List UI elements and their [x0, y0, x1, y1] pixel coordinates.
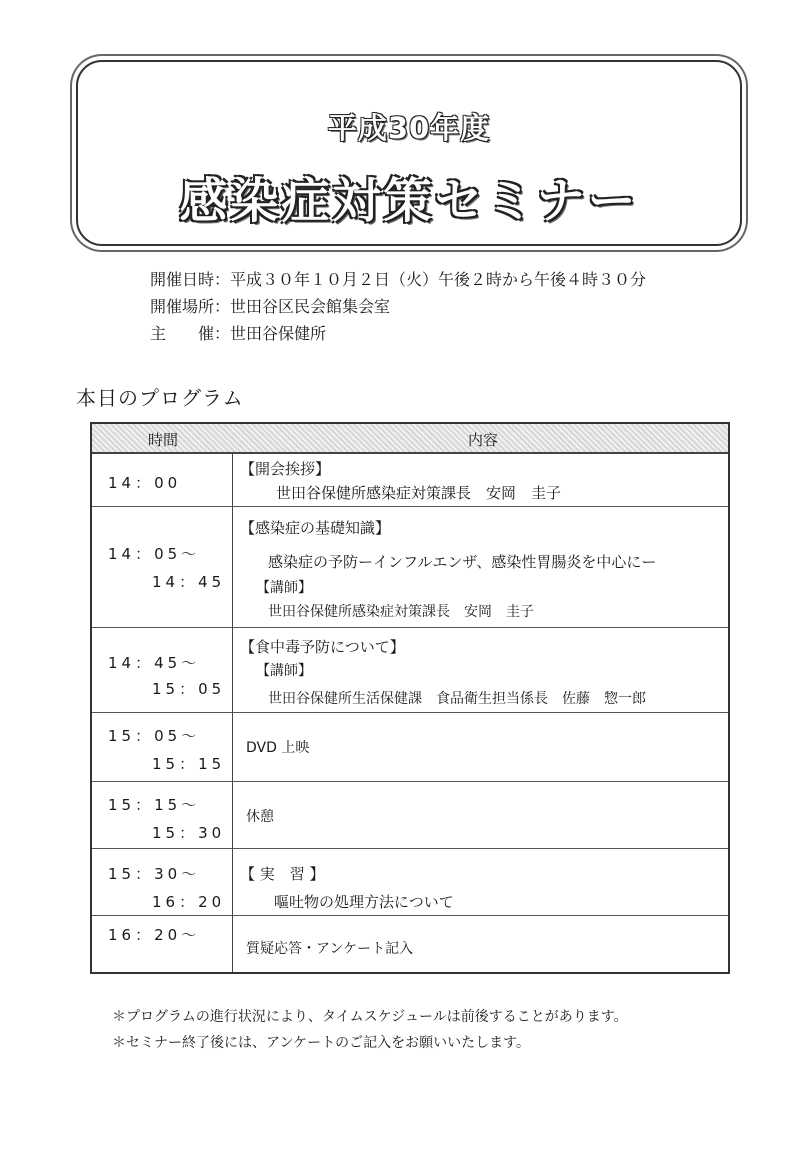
table-row	[92, 454, 728, 507]
info-label-venue: 開催場所：	[150, 297, 231, 316]
program-table	[90, 422, 730, 974]
table-row	[92, 628, 728, 713]
info-row-date	[150, 272, 646, 288]
note-line: ＊プログラムの進行状況により、タイムスケジュールは前後することがあります。	[112, 1009, 628, 1025]
row-time-end: 16：20	[152, 893, 226, 911]
row-content-line: 【食中毒予防について】	[240, 638, 405, 656]
header-content: 内容	[468, 431, 499, 449]
row-time-start: 14：45～	[108, 654, 201, 672]
program-heading: 本日のプログラム	[76, 386, 244, 410]
row-time-start: 15：05～	[108, 727, 201, 745]
title-year: 平成30年度	[327, 111, 491, 145]
title-main: 感染症対策セミナー	[179, 173, 639, 229]
row-content-line: 嘔吐物の処理方法について	[274, 893, 454, 911]
row-content-line: 【 実 習 】	[240, 865, 325, 883]
info-label-host: 主 催：	[150, 324, 231, 343]
info-value-host: 世田谷保健所	[230, 324, 327, 343]
row-time-start: 16：20～	[108, 926, 201, 944]
info-label-date: 開催日時：	[150, 270, 231, 289]
row-content-line: 【感染症の基礎知識】	[240, 519, 391, 537]
row-content-line: 【開会挨拶】	[240, 460, 331, 478]
row-time-end: 15：05	[152, 680, 226, 698]
note-line: ＊セミナー終了後には、アンケートのご記入をお願いいたします。	[112, 1035, 531, 1051]
row-content-line: 世田谷保健所感染症対策課長 安岡 圭子	[268, 604, 534, 620]
info-value-date: 平成３０年１０月２日（火）午後２時から午後４時３０分	[230, 270, 647, 289]
row-time-start: 14：00	[108, 474, 182, 492]
row-content-line: 【講師】	[256, 580, 312, 596]
info-row-host	[150, 326, 326, 342]
row-content-line: 世田谷保健所生活保健課 食品衛生担当係長 佐藤 惣一郎	[268, 691, 646, 707]
title-box	[76, 60, 742, 246]
table-row	[92, 713, 728, 782]
row-time-end: 14：45	[152, 573, 226, 591]
header-time: 時間	[148, 431, 179, 449]
table-row	[92, 849, 728, 916]
row-content-line: 世田谷保健所感染症対策課長 安岡 圭子	[276, 484, 562, 502]
row-content-line: 質疑応答・アンケート記入	[246, 941, 414, 957]
row-time-end: 15：15	[152, 755, 226, 773]
row-content-line: 休憩	[246, 809, 274, 825]
info-value-venue: 世田谷区民会館集会室	[230, 297, 391, 316]
row-content-line: DVD 上映	[246, 740, 310, 756]
row-time-end: 15：30	[152, 824, 226, 842]
table-row	[92, 916, 728, 972]
table-row	[92, 507, 728, 628]
row-content-line: 【講師】	[256, 663, 312, 679]
table-header	[92, 424, 728, 454]
row-content-line: 感染症の予防ーインフルエンザ、感染性胃腸炎を中心にー	[268, 553, 657, 571]
row-time-start: 15：15～	[108, 796, 201, 814]
row-time-start: 14：05～	[108, 545, 201, 563]
row-time-start: 15：30～	[108, 865, 201, 883]
table-row	[92, 782, 728, 849]
info-row-venue	[150, 299, 390, 315]
